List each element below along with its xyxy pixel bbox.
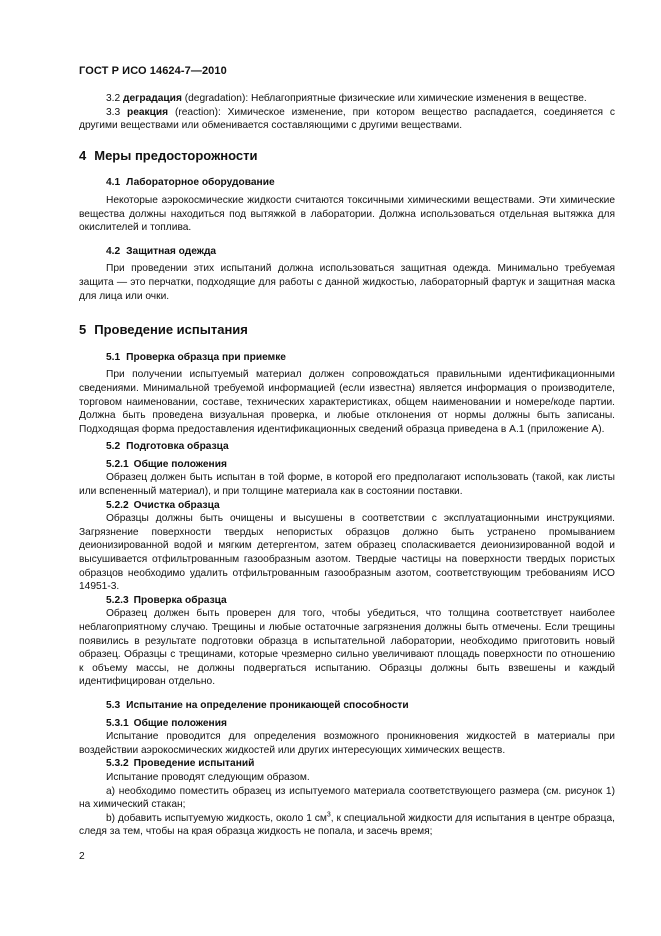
term-definition: Неблагоприятные физические или химические изменения в веществе. (251, 93, 587, 104)
term-name: реакция (127, 106, 169, 118)
section-number: 5 (79, 322, 87, 338)
page-number: 2 (79, 851, 85, 862)
section-title: Меры предосторожности (94, 147, 258, 163)
subsection-title: Очистка образца (133, 499, 220, 511)
list-item-b (79, 812, 615, 839)
paragraph-4-2: При проведении этих испытаний должна использоваться защитная одежда. Минимально требуемая защита — это перчатки, подходящие для работы с данной жидкостью, лабораторный фартук и защитная маска для лица или очки. (79, 263, 615, 302)
subsection-heading-5-2-3 (79, 594, 615, 608)
term-definition: Химическое изменение, при котором вещество распадается, соединяется с другими веществами или обменивается составляющими с другими веществами. (79, 106, 615, 132)
subsection-heading-5-1 (79, 351, 615, 365)
subsection-number: 5.2.2 (106, 499, 129, 511)
section-heading-4 (79, 149, 615, 163)
list-item-text: b) добавить испытуемую жидкость, около 1 см (106, 812, 327, 824)
paragraph-5-2-1: Образец должен быть испытан в той форме, в которой его предполагают использовать (такой, как листы или вспененный материал), и при толщине материала как в состоянии поставки. (79, 472, 615, 498)
subsection-heading-5-2 (79, 440, 615, 454)
subsection-heading-5-2-2 (79, 499, 615, 513)
subsection-number: 4.1 (106, 177, 121, 189)
paragraph-4-1: Некоторые аэрокосмические жидкости считаются токсичными химическими веществами. Эти химические вещества должны находиться под вытяжкой в лаборатории. Должна использоваться отдельная вытяжка для окислителей и топлива. (79, 194, 615, 234)
term-name: деградация (123, 93, 182, 104)
term-3-3 (79, 106, 615, 133)
term-number: 3.2 (106, 93, 121, 104)
subsection-title: Защитная одежда (126, 245, 217, 257)
superscript: 3 (326, 811, 331, 819)
subsection-number: 5.3.1 (106, 717, 129, 729)
subsection-title: Проведение испытаний (133, 758, 255, 770)
section-heading-5 (79, 323, 615, 337)
document-header: ГОСТ Р ИСО 14624-7—2010 (79, 65, 227, 77)
paragraph-5-2-2: Образцы должны быть очищены и высушены в соответствии с эксплуатационными инструкциями. Загрязнение поверхности твердых непористых образцов должно быть устранено промыванием деионизированной водой и мягким детергентом, затем образец споласкивается деионизированной водой и высушивается отфильтрованным газообразным азотом. Твердые частицы на поверхности твердых пористых образцов необходимо удалить отфильтрованным газообразным азотом, соответствующим требованиям ИСО 14951-3. (79, 513, 615, 593)
subsection-title: Проверка образца при приемке (126, 351, 286, 363)
list-item-text: , к специальной жидкости для испытания в центре образца, следя за тем, чтобы на края образца жидкость не попала, и засечь время; (79, 812, 615, 838)
subsection-number: 5.2.3 (106, 594, 129, 606)
subsection-number: 5.2 (106, 441, 121, 453)
section-number: 4 (79, 147, 87, 163)
section-title: Проведение испытания (94, 322, 248, 338)
term-english: (reaction): (174, 106, 221, 118)
subsection-number: 5.3 (106, 699, 121, 711)
subsection-heading-5-3-1 (79, 717, 615, 731)
subsection-title: Испытание на определение проникающей способности (126, 699, 409, 711)
subsection-number: 5.2.1 (106, 458, 129, 470)
subsection-title: Общие положения (133, 458, 227, 470)
subsection-number: 5.1 (106, 351, 121, 363)
subsection-heading-4-2 (79, 245, 615, 259)
term-number: 3.3 (106, 106, 121, 118)
subsection-heading-5-3-2 (79, 757, 615, 771)
subsection-heading-5-3 (79, 699, 615, 713)
subsection-title: Общие положения (133, 717, 227, 729)
subsection-number: 4.2 (106, 245, 121, 257)
document-body (79, 92, 615, 839)
subsection-heading-5-2-1 (79, 458, 615, 472)
subsection-heading-4-1 (79, 176, 615, 190)
term-english: (degradation): (184, 93, 249, 104)
subsection-title: Проверка образца (133, 594, 227, 606)
paragraph-5-1: При получении испытуемый материал должен сопровождаться правильными идентификационными сведениями. Минимальной требуемой информацией (если известна) является информация о производителе, торговом наименовании, составе, технических характеристиках, общем наименовании и номере/коде партии. Должна быть проведена визуальная проверка, и любые отклонения от нормы должны быть записаны. Подходящая форма предоставления идентификационных сведений образца приведена в А.1 (приложение А). (79, 369, 615, 435)
term-3-2 (79, 92, 615, 106)
subsection-title: Подготовка образца (126, 441, 229, 453)
paragraph-5-3-2-intro: Испытание проводят следующим образом. (106, 771, 310, 783)
paragraph-5-3-1: Испытание проводится для определения возможного проникновения жидкостей в материалы при воздействии аэрокосмических жидкостей или других интересующих химических веществ. (79, 731, 615, 756)
subsection-number: 5.3.2 (106, 758, 129, 770)
paragraph-5-2-3: Образец должен быть проверен для того, чтобы убедиться, что толщина соответствует наиболее неблагоприятному случаю. Трещины и любые остаточные загрязнения должны быть отмечены. Если трещины появились в результате подготовки образца в испытательной лаборатории, необходимо приготовить новый образец. Образцы с трещинами, которые чрезмерно сильно увеличивают площадь поверхности по отношению к объему массы, не должны подвергаться испытанию. Образцы должны быть взвешены и каждый идентифицирован отдельно. (79, 608, 615, 688)
subsection-title: Лабораторное оборудование (126, 177, 275, 189)
list-item-a: а) необходимо поместить образец из испытуемого материала соответствующего размера (см. рисунок 1) на химический стакан; (79, 785, 615, 811)
